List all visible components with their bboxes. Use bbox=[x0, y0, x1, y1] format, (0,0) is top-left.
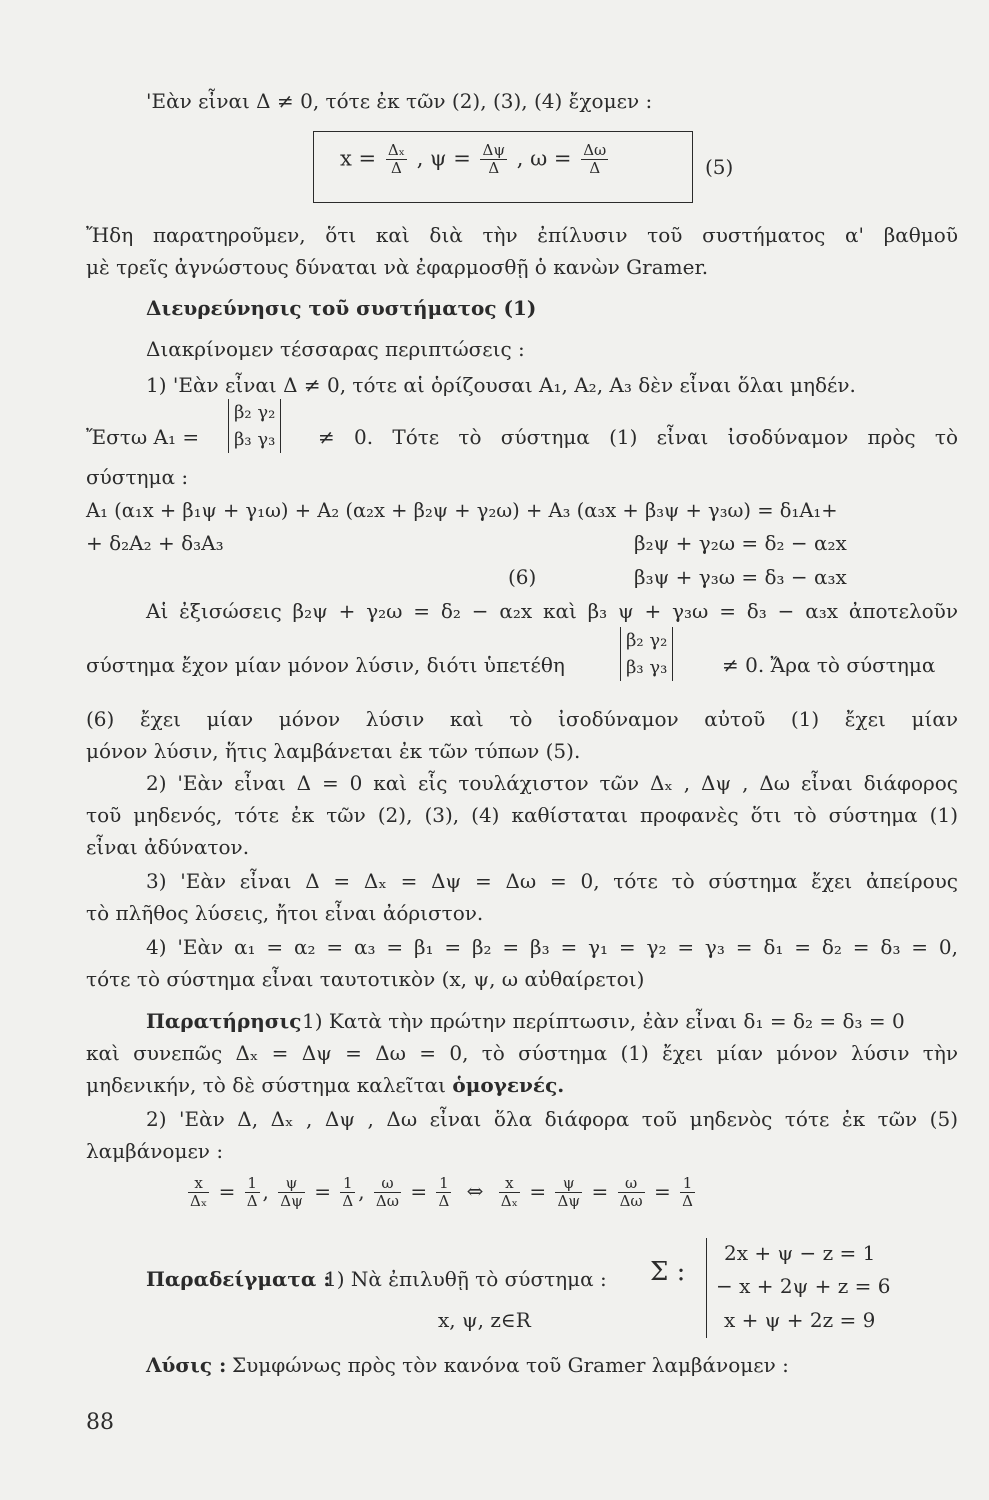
fraction-dpsi: $\frac{\Delta\psi}{\Delta}$ bbox=[482, 141, 506, 177]
system-equation: x + ψ + 2z = 9 bbox=[724, 1308, 876, 1332]
text-line: (6) ἔχει μίαν μόνον λύσιν καὶ τὸ ἰσοδύναμον αὐτοῦ (1) ἔχει μίαν bbox=[86, 707, 958, 731]
text-line: Ἤδη παρατηροῦμεν, ὅτι καὶ διὰ τὴν ἐπίλυσιν τοῦ συστήματος α' βαθμοῦ bbox=[86, 223, 958, 247]
text-line: μηδενικήν, τὸ δὲ σύστημα καλεῖται ὁμογενές. bbox=[86, 1073, 565, 1097]
text-line: ≠ 0. Ἄρα τὸ σύστημα bbox=[722, 653, 936, 677]
solution-heading: Λύσις : bbox=[146, 1353, 227, 1377]
text-line: + δ₂A₂ + δ₃A₃ bbox=[86, 531, 224, 555]
text-line: 'Εὰν εἶναι Δ ≠ 0, τότε ἐκ τῶν (2), (3), (4) ἔχομεν : bbox=[146, 89, 653, 113]
text-line: 1) 'Εὰν εἶναι Δ ≠ 0, τότε αἱ ὁρίζουσαι A₁, A₂, A₃ δὲν εἶναι ὅλαι μηδέν. bbox=[146, 373, 856, 397]
text-line: 4) 'Εὰν α₁ = α₂ = α₃ = β₁ = β₂ = β₃ = γ₁ = γ₂ = γ₃ = δ₁ = δ₂ = δ₃ = 0, bbox=[146, 935, 958, 959]
text-line: β₂ψ + γ₂ω = δ₂ − α₂x bbox=[634, 531, 847, 555]
determinant: β₂ γ₂ β₃ γ₃ bbox=[228, 399, 281, 453]
text-line: 3) 'Εὰν εἶναι Δ = Δₓ = Δψ = Δω = 0, τότε τὸ σύστημα ἔχει ἀπείρους bbox=[146, 869, 958, 893]
text-line: καὶ συνεπῶς Δₓ = Δψ = Δω = 0, τὸ σύστημα (1) ἔχει μίαν μόνον λύσιν τὴν bbox=[86, 1041, 958, 1065]
domain-text: x, ψ, z∈R bbox=[438, 1308, 531, 1332]
equation-label-5: (5) bbox=[705, 155, 734, 179]
text-line: μόνον λύσιν, ἥτις λαμβάνεται ἐκ τῶν τύπων (5). bbox=[86, 739, 581, 763]
formula-5: x = $\frac{\text{Δₓ}}{\Delta}$ , ψ = $\frac{\Delta\psi}{\Delta}$ , ω = $\frac{\Delta\omega}{\Delta}$ bbox=[340, 141, 607, 177]
examples-heading: Παραδείγματα : bbox=[146, 1267, 331, 1291]
text-line: ≠ 0. Τότε τὸ σύστημα (1) εἶναι ἰσοδύναμον πρὸς τὸ bbox=[318, 425, 958, 449]
text-line: μὲ τρεῖς ἀγνώστους δύναται νὰ ἐφαρμοσθῇ ὁ κανὼν Gramer. bbox=[86, 255, 709, 279]
fraction-dx: $\frac{\text{Δₓ}}{\Delta}$ bbox=[387, 141, 406, 177]
text-line: A₁ (α₁x + β₁ψ + γ₁ω) + A₂ (α₂x + β₂ψ + γ₂ω) + A₃ (α₃x + β₃ψ + γ₃ω) = δ₁A₁+ bbox=[86, 499, 838, 522]
text-line: εἶναι ἀδύνατον. bbox=[86, 835, 250, 859]
text-line: σύστημα : bbox=[86, 465, 189, 489]
fraction-domega: $\frac{\Delta\omega}{\Delta}$ bbox=[583, 141, 607, 177]
system-equation: 2x + ψ − z = 1 bbox=[724, 1241, 876, 1265]
text-line: β₃ψ + γ₃ω = δ₃ − α₃x bbox=[634, 565, 847, 589]
equation-label-6: (6) bbox=[508, 565, 537, 589]
remark-heading: Παρατήρησις bbox=[146, 1009, 302, 1033]
determinant: β₂ γ₂ β₃ γ₃ bbox=[620, 627, 673, 681]
text-line: Αἱ ἐξισώσεις β₂ψ + γ₂ω = δ₂ − α₂x καὶ β₃ ψ + γ₃ω = δ₃ − α₃x ἀποτελοῦν bbox=[146, 599, 958, 623]
text-line: τὸ πλῆθος λύσεις, ἤτοι εἶναι ἀόριστον. bbox=[86, 901, 484, 925]
system-equation: − x + 2ψ + z = 6 bbox=[716, 1274, 891, 1298]
text-line: σύστημα ἔχον μίαν μόνον λύσιν, διότι ὑπετέθη bbox=[86, 653, 565, 677]
text-line: τότε τὸ σύστημα εἶναι ταυτοτικὸν (x, ψ, ω αὐθαίρετοι) bbox=[86, 967, 645, 991]
text-line: Ἔστω A₁ = bbox=[86, 425, 200, 449]
text-line: 2) 'Εὰν εἶναι Δ = 0 καὶ εἷς τουλάχιστον τῶν Δₓ , Δψ , Δω εἶναι διάφορος bbox=[146, 771, 958, 795]
text-line: Συμφώνως πρὸς τὸν κανόνα τοῦ Gramer λαμβάνομεν : bbox=[232, 1353, 789, 1377]
text-line: 2) 'Εὰν Δ, Δₓ , Δψ , Δω εἶναι ὅλα διάφορα τοῦ μηδενὸς τότε ἐκ τῶν (5) bbox=[146, 1107, 958, 1131]
text-line: 1) Κατὰ τὴν πρώτην περίπτωσιν, ἐὰν εἶναι δ₁ = δ₂ = δ₃ = 0 bbox=[302, 1009, 905, 1033]
system-brace bbox=[706, 1238, 707, 1338]
sigma-symbol: Σ : bbox=[650, 1257, 686, 1287]
text-line: 1) Νὰ ἐπιλυθῇ τὸ σύστημα : bbox=[324, 1267, 607, 1291]
section-heading: Διευρεύνησις τοῦ συστήματος (1) bbox=[146, 296, 537, 320]
text-line: τοῦ μηδενός, τότε ἐκ τῶν (2), (3), (4) καθίσταται προφανὲς ὅτι τὸ σύστημα (1) bbox=[86, 803, 958, 827]
text-line: Διακρίνομεν τέσσαρας περιπτώσεις : bbox=[146, 337, 525, 361]
ratio-formula: $\frac{x}{\text{Δₓ}}$ = $\frac{1}{\Delta}$ , $\frac{\psi}{\Delta\psi}$ = $\frac{1}{\Delta}$ , $\frac{\omega}{\Delta\omega}$ = $\frac{1}{\Delta}$ ⇔ $\frac{x}{\text{Δₓ}}$ = $\frac{\psi}{\Delta\psi}$ = $\frac{\omega}{\Delta\omega}$ = $\frac{1}{\Delta}$ bbox=[190, 1174, 693, 1210]
text-line: λαμβάνομεν : bbox=[86, 1139, 224, 1163]
page-number: 88 bbox=[86, 1410, 114, 1435]
